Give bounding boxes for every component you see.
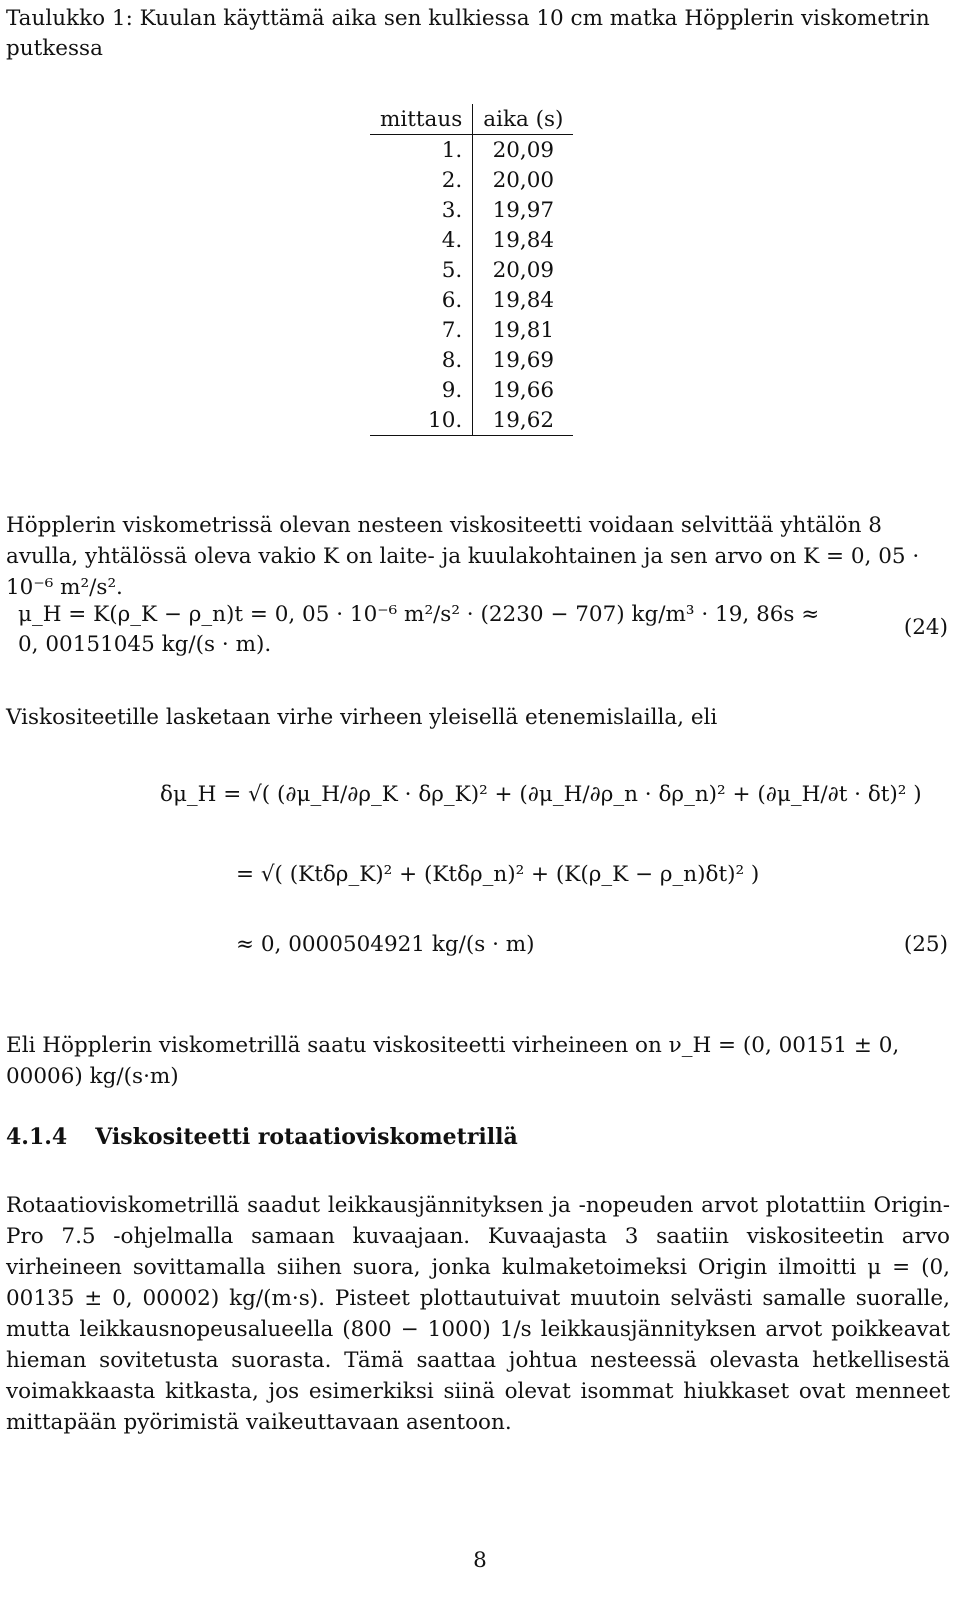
- table-row: [370, 255, 573, 285]
- table-row: [370, 315, 573, 345]
- cell-aika: 19,69: [492, 347, 555, 373]
- equation-25-line3: ≈ 0, 0000504921 kg/(s · m): [236, 932, 535, 957]
- cell-aika: 19,97: [492, 197, 555, 223]
- table-row: [370, 285, 573, 315]
- header-mittaus: mittaus: [370, 104, 473, 135]
- cell-aika: 19,84: [492, 287, 555, 313]
- cell-mittaus: 6.: [370, 285, 473, 315]
- cell-mittaus: 1.: [370, 135, 473, 166]
- cell-aika: 19,62: [473, 405, 574, 436]
- equation-25-line2: = √( (Ktδρ_K)² + (Ktδρ_n)² + (K(ρ_K − ρ_n)δt)² ): [236, 862, 760, 887]
- table-header-row: [370, 104, 573, 135]
- cell-aika: 20,09: [492, 257, 555, 283]
- table-row: [370, 345, 573, 375]
- section-number: 4.1.4: [6, 1124, 68, 1150]
- cell-mittaus: 9.: [370, 375, 473, 405]
- cell-mittaus: 5.: [370, 255, 473, 285]
- paragraph-error-propagation: Viskositeetille lasketaan virhe virheen yleisellä etenemislailla, eli: [6, 705, 718, 730]
- cell-mittaus: 7.: [370, 315, 473, 345]
- cell-mittaus: 8.: [370, 345, 473, 375]
- equation-number-25: (25): [903, 932, 948, 957]
- paragraph-rotation-viscometer: Rotaatioviskometrillä saadut leikkausjännityksen ja -nopeuden arvot plotattiin Origin-Pro 7.5 -ohjelmalla samaan kuvaajaan. Kuvaajasta 3 saatiin viskositeetin arvo virheineen sovittamalla siihen suora, jonka kulmaketoimeksi Origin ilmoitti μ = (0, 00135 ± 0, 00002) kg/(m·s). Pisteet plottautuivat muutoin selvästi samalle suoralle, mutta leikkausnopeusalueella (800 − 1000) 1/s leikkausjännityksen arvot poikkeavat hieman sovitetusta suorasta. Tämä saattaa johtua nesteessä olevasta hetkellisestä voimakkaasta kitkasta, jos esimerkiksi siinä olevat isommat hiukkaset ovat menneet mittapään pyörimistä vaikeuttavaan asentoon.: [6, 1193, 950, 1435]
- cell-mittaus: 3.: [370, 195, 473, 225]
- cell-mittaus: 2.: [370, 165, 473, 195]
- table-row: [370, 225, 573, 255]
- section-title: Viskositeetti rotaatioviskometrillä: [95, 1124, 518, 1150]
- paragraph-hoppler-intro: Höpplerin viskometrissä olevan nesteen viskositeetti voidaan selvittää yhtälön 8 avulla, yhtälössä oleva vakio K on laite- ja kuulakohtainen ja sen arvo on K = 0, 05 · 10⁻⁶ m²/s².: [6, 513, 920, 600]
- paragraph-hoppler-result: Eli Höpplerin viskometrillä saatu viskositeetti virheineen on ν_H = (0, 00151 ± 0, 00006) kg/(s·m): [6, 1033, 900, 1089]
- header-aika: aika (s): [473, 104, 574, 135]
- equation-25-line1: δμ_H = √( (∂μ_H/∂ρ_K · δρ_K)² + (∂μ_H/∂ρ_n · δρ_n)² + (∂μ_H/∂t · δt)² ): [160, 782, 922, 807]
- table-row: [370, 375, 573, 405]
- table-row: [370, 135, 573, 166]
- cell-aika: 20,09: [492, 137, 555, 163]
- cell-aika: 19,81: [492, 317, 555, 343]
- page-number: 8: [473, 1548, 487, 1573]
- equation-number-24: (24): [903, 615, 948, 640]
- measurement-table: [370, 104, 573, 436]
- cell-aika: 20,00: [492, 167, 555, 193]
- table-row: [370, 405, 573, 436]
- equation-24: μ_H = K(ρ_K − ρ_n)t = 0, 05 · 10⁻⁶ m²/s² · (2230 − 707) kg/m³ · 19, 86s ≈ 0, 00151045 kg/(s · m).: [18, 602, 820, 657]
- cell-aika: 19,66: [492, 377, 555, 403]
- cell-mittaus: 10.: [370, 405, 473, 436]
- cell-mittaus: 4.: [370, 225, 473, 255]
- table-row: [370, 195, 573, 225]
- cell-aika: 19,84: [492, 227, 555, 253]
- section-heading: [6, 1124, 518, 1150]
- table-row: [370, 165, 573, 195]
- table-caption: Taulukko 1: Kuulan käyttämä aika sen kulkiessa 10 cm matka Höpplerin viskometrin putkessa: [6, 6, 930, 61]
